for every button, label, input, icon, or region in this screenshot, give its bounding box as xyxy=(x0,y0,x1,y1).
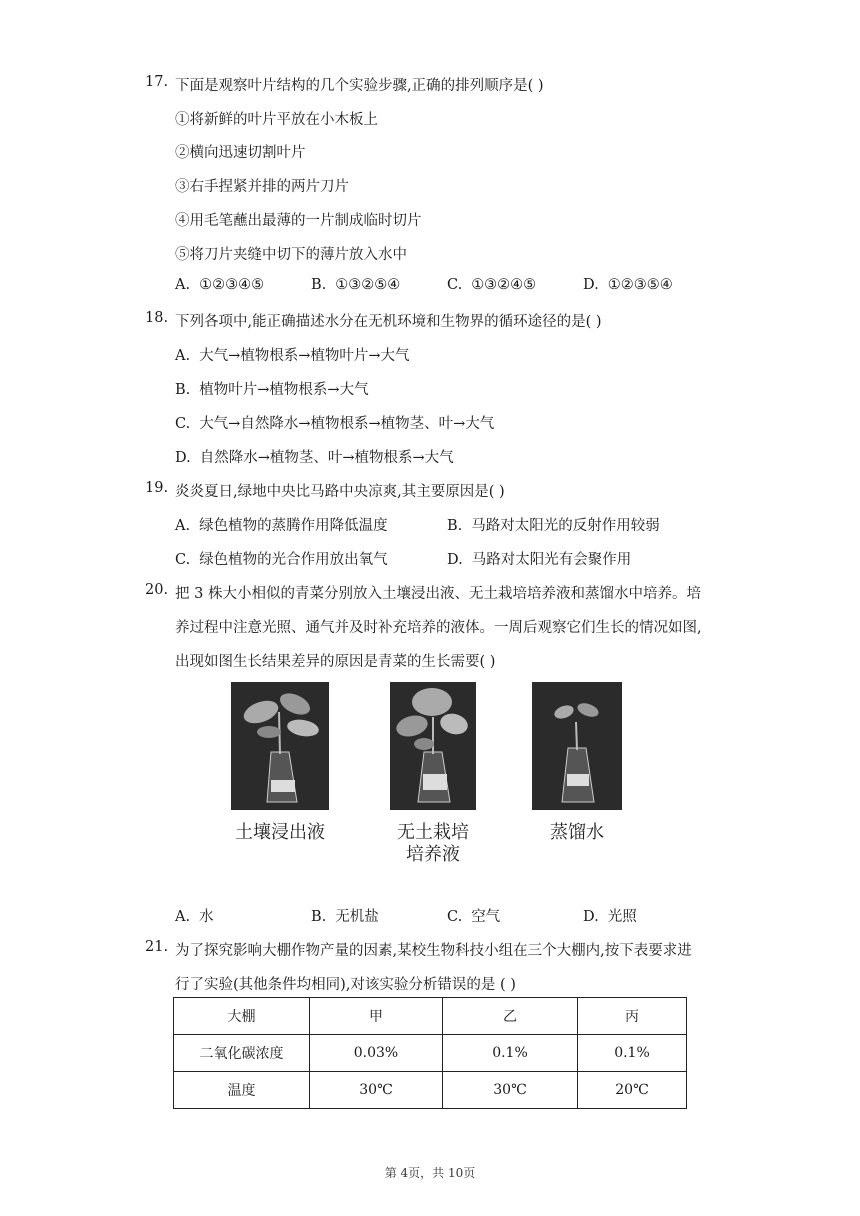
option-text: 马路对太阳光的反射作用较弱 xyxy=(471,518,660,534)
option-text: ①③②④⑤ xyxy=(471,277,537,293)
table-row xyxy=(174,1072,687,1109)
option-text: 绿色植物的蒸腾作用降低温度 xyxy=(199,518,388,534)
question-number: 20. xyxy=(145,582,169,598)
table-header-cell: 甲 xyxy=(310,998,443,1035)
option-letter: D. xyxy=(583,909,599,925)
option-c[interactable] xyxy=(175,548,388,569)
option-text: 自然降水→植物茎、叶→植物根系→大气 xyxy=(199,450,454,466)
option-text: 无机盐 xyxy=(335,909,379,925)
option-a[interactable] xyxy=(175,905,214,926)
table-cell: 温度 xyxy=(174,1072,310,1109)
option-text: 水 xyxy=(199,909,214,925)
table-header-cell: 乙 xyxy=(443,998,578,1035)
plant-photo-soil-extract xyxy=(231,682,329,810)
option-c[interactable] xyxy=(447,905,500,926)
caption-distilled-water: 蒸馏水 xyxy=(550,822,604,843)
question-stem: 下面是观察叶片结构的几个实验步骤,正确的排列顺序是( ) xyxy=(175,78,544,94)
question-stem-line: 为了探究影响大棚作物产量的因素,某校生物科技小组在三个大棚内,按下表要求进 xyxy=(175,943,692,959)
option-letter: A. xyxy=(175,277,191,293)
option-b[interactable] xyxy=(447,514,660,535)
option-letter: B. xyxy=(311,277,327,293)
page-footer: 第 4页，共 10页 xyxy=(384,1166,476,1180)
option-letter: B. xyxy=(447,518,463,534)
step-item: ②横向迅速切割叶片 xyxy=(175,145,306,161)
plant-photo-hydroponic xyxy=(390,682,476,810)
table-cell: 20℃ xyxy=(578,1072,687,1109)
table-header-cell: 丙 xyxy=(578,998,687,1035)
option-letter: C. xyxy=(175,552,191,568)
option-text: 空气 xyxy=(471,909,501,925)
option-letter: C. xyxy=(447,909,463,925)
option-d[interactable] xyxy=(447,548,631,569)
question-stem: 炎炎夏日,绿地中央比马路中央凉爽,其主要原因是( ) xyxy=(175,484,505,500)
question-number: 19. xyxy=(145,480,169,496)
question-stem: 下列各项中,能正确描述水分在无机环境和生物界的循环途径的是( ) xyxy=(175,314,602,330)
table-header-row xyxy=(174,998,687,1035)
option-text: 植物叶片→植物根系→大气 xyxy=(199,382,369,398)
step-item: ④用毛笔蘸出最薄的一片制成临时切片 xyxy=(175,213,422,229)
option-d[interactable] xyxy=(583,277,673,293)
option-text: 马路对太阳光有会聚作用 xyxy=(471,552,632,568)
option-letter: B. xyxy=(311,909,327,925)
option-text: ①③②⑤④ xyxy=(335,277,401,293)
caption-soil-extract: 土壤浸出液 xyxy=(235,822,325,843)
option-text: 绿色植物的光合作用放出氧气 xyxy=(199,552,388,568)
option-letter: D. xyxy=(175,450,191,466)
option-letter: A. xyxy=(175,909,191,925)
option-text: 大气→自然降水→植物根系→植物茎、叶→大气 xyxy=(199,416,495,432)
option-c[interactable] xyxy=(175,412,494,433)
question-stem-line: 行了实验(其他条件均相同),对该实验分析错误的是 ( ) xyxy=(175,977,516,993)
option-text: ①②③④⑤ xyxy=(199,277,265,293)
table-cell: 30℃ xyxy=(310,1072,443,1109)
option-letter: A. xyxy=(175,348,191,364)
option-letter: A. xyxy=(175,518,191,534)
question-stem-line: 养过程中注意光照、通气并及时补充培养的液体。一周后观察它们生长的情况如图, xyxy=(175,620,702,636)
option-b[interactable] xyxy=(311,277,400,293)
option-d[interactable] xyxy=(175,446,454,467)
option-letter: D. xyxy=(583,277,599,293)
option-letter: C. xyxy=(175,416,191,432)
question-number: 18. xyxy=(145,310,169,326)
plant-in-flask-icon xyxy=(532,682,622,810)
option-c[interactable] xyxy=(447,277,536,293)
experiment-table xyxy=(173,997,687,1109)
plant-in-flask-icon xyxy=(390,682,476,810)
question-stem-line: 把 3 株大小相似的青菜分别放入土壤浸出液、无土栽培培养液和蒸馏水中培养。培 xyxy=(175,586,701,602)
question-number: 17. xyxy=(145,74,169,90)
plant-in-flask-icon xyxy=(231,682,329,810)
step-item: ①将新鲜的叶片平放在小木板上 xyxy=(175,112,378,128)
option-a[interactable] xyxy=(175,277,264,293)
table-cell: 0.03% xyxy=(310,1035,443,1072)
option-text: 光照 xyxy=(607,909,637,925)
plant-photo-distilled-water xyxy=(532,682,622,810)
option-b[interactable] xyxy=(311,905,379,926)
caption-hydroponic: 无土栽培 培养液 xyxy=(397,822,469,865)
option-text: ①②③⑤④ xyxy=(607,277,673,293)
option-a[interactable] xyxy=(175,514,388,535)
table-cell: 0.1% xyxy=(578,1035,687,1072)
question-stem-line: 出现如图生长结果差异的原因是青菜的生长需要( ) xyxy=(175,654,496,670)
option-b[interactable] xyxy=(175,378,369,399)
table-cell: 0.1% xyxy=(443,1035,578,1072)
step-item: ⑤将刀片夹缝中切下的薄片放入水中 xyxy=(175,247,407,263)
option-a[interactable] xyxy=(175,344,410,365)
step-item: ③右手捏紧并排的两片刀片 xyxy=(175,179,349,195)
option-letter: B. xyxy=(175,382,191,398)
table-cell: 二氧化碳浓度 xyxy=(174,1035,310,1072)
table-cell: 30℃ xyxy=(443,1072,578,1109)
option-d[interactable] xyxy=(583,905,637,926)
table-row xyxy=(174,1035,687,1072)
option-letter: D. xyxy=(447,552,463,568)
option-letter: C. xyxy=(447,277,463,293)
table-header-cell: 大棚 xyxy=(174,998,310,1035)
question-number: 21. xyxy=(145,939,169,955)
option-text: 大气→植物根系→植物叶片→大气 xyxy=(199,348,410,364)
